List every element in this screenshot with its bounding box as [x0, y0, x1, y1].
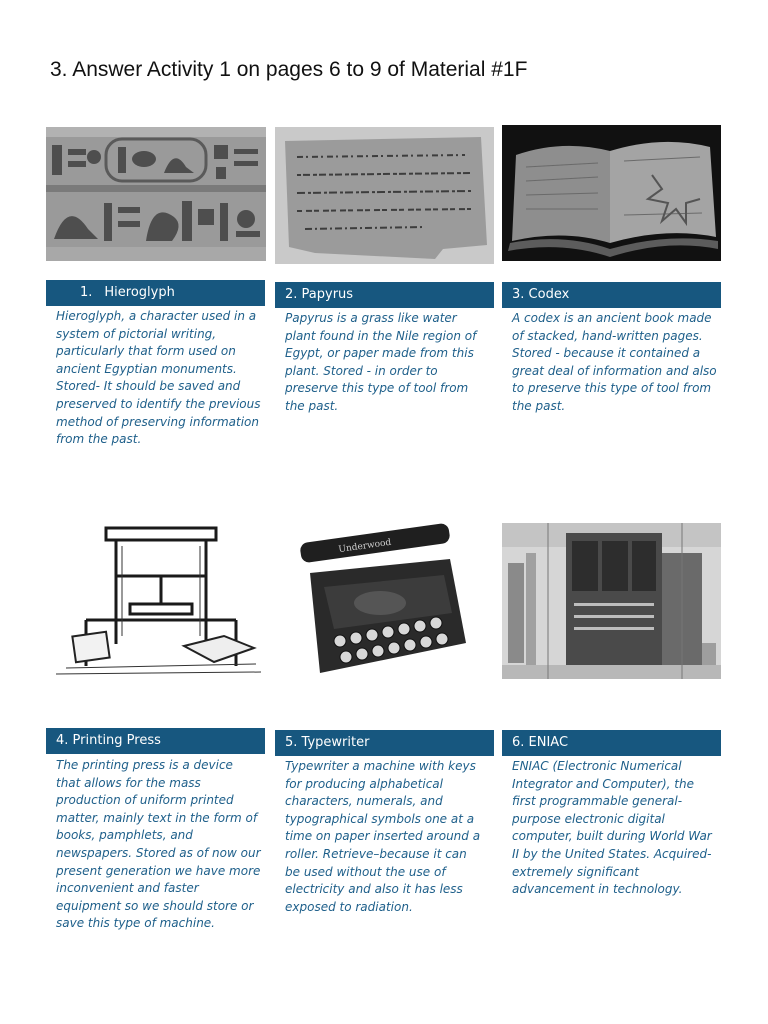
description-codex: A codex is an ancient book made of stacked, hand-written pages. Stored - because it contained a great deal of information and also to preserve this type of tool from the past.	[512, 311, 717, 413]
label-codex: 3. Codex	[502, 282, 721, 308]
typewriter-image	[280, 513, 480, 695]
codex-image	[502, 125, 721, 261]
label-eniac: 6. ENIAC	[502, 730, 721, 756]
hieroglyph-image	[46, 127, 266, 261]
description-eniac: ENIAC (Electronic Numerical Integrator and Computer), the first programmable general-purpose electronic digital computer, built during World War II by the United States. Acquired- extremely significant advancement in technology.	[512, 759, 712, 897]
hieroglyph-carving-icon	[46, 127, 266, 261]
label-hieroglyph	[46, 280, 265, 306]
eniac-image	[502, 523, 721, 679]
svg-text:Underwood: Underwood	[337, 537, 392, 556]
printing-press-engraving-icon	[46, 516, 266, 682]
eniac-computer-icon	[502, 523, 721, 679]
typewriter-icon	[280, 513, 480, 695]
description-papyrus: Papyrus is a grass like water plant found in the Nile region of Egypt, or paper made from this plant. Stored - in order to preserve this type of tool from the past.	[285, 311, 477, 413]
label-text: Hieroglyph	[104, 285, 175, 300]
printing-press-image	[46, 516, 266, 682]
codex-book-icon	[502, 125, 721, 261]
label-number: 1.	[80, 285, 93, 300]
description-typewriter: Typewriter a machine with keys for producing alphabetical characters, numerals, and typographical symbols one at a time on paper inserted around a roller. Retrieve–because it can be used without the use of electricity and also it has less exposed to radiation.	[285, 759, 481, 914]
papyrus-scroll-icon	[275, 127, 494, 264]
label-typewriter: 5. Typewriter	[275, 730, 494, 756]
page-heading: 3. Answer Activity 1 on pages 6 to 9 of Material #1F	[50, 58, 528, 81]
label-papyrus: 2. Papyrus	[275, 282, 494, 308]
description-hieroglyph: Hieroglyph, a character used in a system of pictorial writing, particularly that form used on ancient Egyptian monuments. Stored- It should be saved and preserved to identify the previous method of preserving information from the past.	[56, 309, 261, 447]
papyrus-image	[275, 127, 494, 264]
description-printing-press: The printing press is a device that allows for the mass production of uniform printed matter, mainly text in the form of books, pamphlets, and newspapers. Stored as of now our present generation we have more inconvenient and faster equipment so we should store or save this type of machine.	[56, 758, 261, 931]
label-printing-press: 4. Printing Press	[46, 728, 265, 754]
